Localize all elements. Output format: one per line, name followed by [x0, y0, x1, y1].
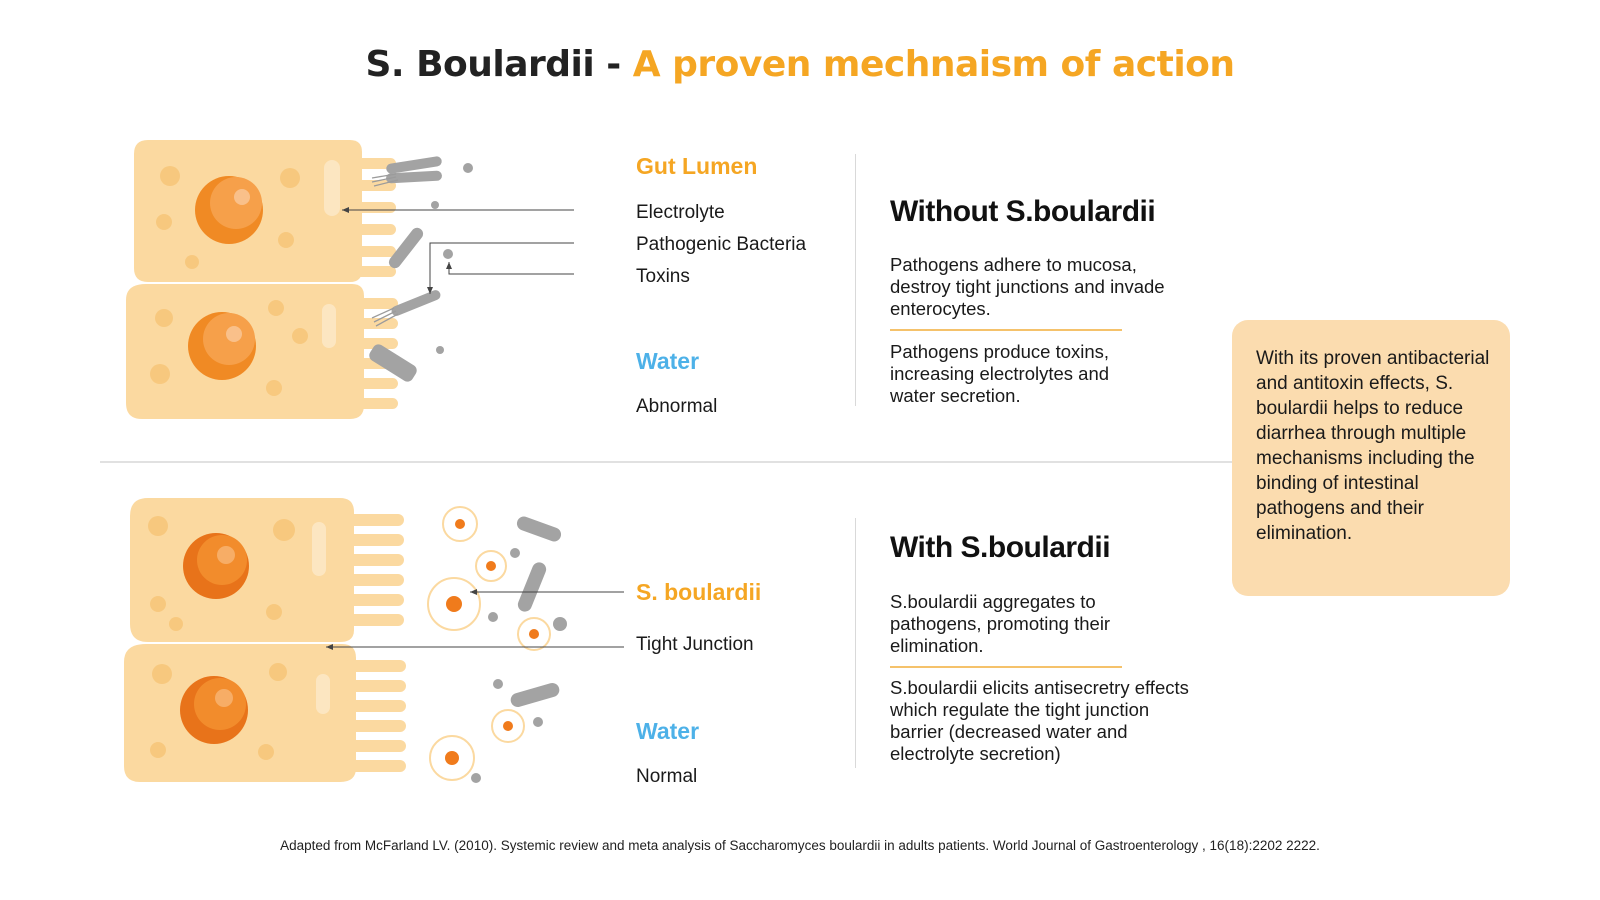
gut-lumen-heading: Gut Lumen — [636, 153, 758, 179]
water-status-normal: Normal — [636, 766, 698, 787]
top-cell-2 — [126, 284, 398, 419]
water-heading-bottom: Water — [636, 718, 700, 744]
tight-junction-label: Tight Junction — [636, 634, 754, 655]
bottom-nucleus-2 — [180, 676, 248, 744]
with-paragraph-2: S.boulardii elicits antisecretry effects which regulate the tight junction barrier (decreased water and electrolyte secretion) — [890, 677, 1189, 764]
citation: Adapted from McFarland LV. (2010). Systemic review and meta analysis of Saccharomyces boulardii in adults patients. World Journal of Gastroenterology , 16(18):2202 2222. — [280, 838, 1320, 853]
s-boulardii-cells — [428, 507, 550, 780]
with-paragraph-1: S.boulardii aggregates to pathogens, promoting their elimination. — [890, 591, 1111, 656]
s-boulardii-heading: S. boulardii — [636, 579, 762, 605]
top-vertical-divider — [855, 154, 856, 406]
pathogenic-bacteria-label: Pathogenic Bacteria — [636, 234, 807, 255]
with-heading: With S.boulardii — [890, 531, 1111, 564]
title-part-2: A proven mechnaism of action — [632, 44, 1235, 85]
title-part-1: S. Boulardii - — [365, 44, 633, 85]
bottom-vertical-divider — [855, 518, 856, 768]
without-heading: Without S.boulardii — [890, 195, 1156, 228]
summary-callout: With its proven antibacterial and antitoxin effects, S. boulardii helps to reduce diarrhea through multiple mechanisms including the binding of intestinal pathogens and their elimination. — [1232, 320, 1510, 596]
water-heading-top: Water — [636, 348, 700, 374]
top-nucleus-2 — [188, 312, 256, 380]
bottom-cell-2 — [124, 644, 406, 782]
without-paragraph-1: Pathogens adhere to mucosa, destroy tight junctions and invade enterocytes. — [890, 254, 1165, 319]
with-rule — [890, 666, 1122, 668]
water-status-abnormal: Abnormal — [636, 396, 718, 417]
without-rule — [890, 329, 1122, 331]
bottom-nucleus-1 — [183, 533, 249, 599]
toxins-label: Toxins — [636, 266, 690, 287]
without-paragraph-2: Pathogens produce toxins, increasing electrolytes and water secretion. — [890, 341, 1110, 406]
electrolyte-label: Electrolyte — [636, 202, 725, 223]
top-cell-1 — [134, 140, 396, 282]
top-nucleus-1 — [195, 176, 263, 244]
